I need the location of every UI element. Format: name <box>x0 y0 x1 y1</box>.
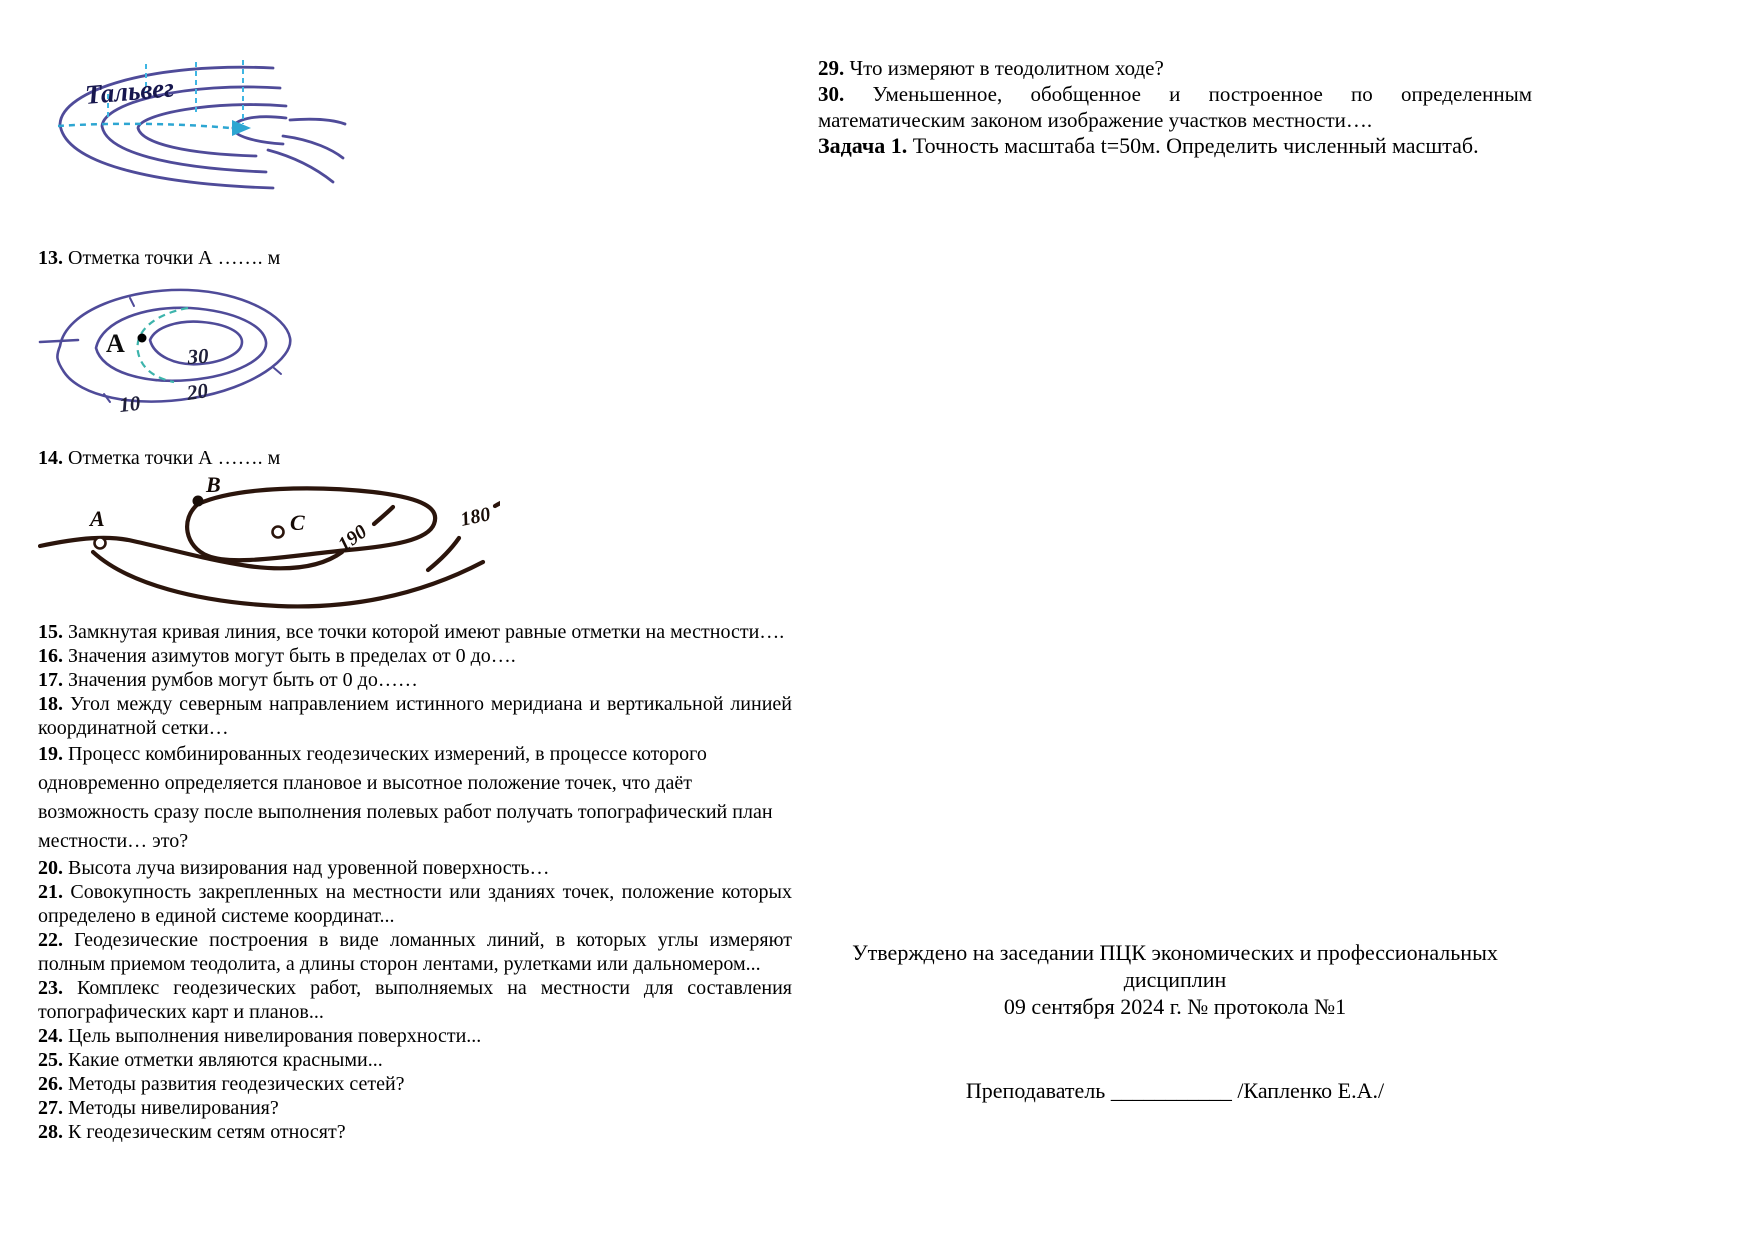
contour-label-20: 20 <box>185 378 210 405</box>
point-b-label: В <box>206 474 221 497</box>
thalweg-arrow-icon <box>232 120 251 136</box>
figure-thalweg <box>38 58 792 246</box>
point-a-label: А <box>106 329 125 358</box>
point-a-dot <box>138 334 147 343</box>
thalweg-label: Тальвег <box>83 72 176 110</box>
thalweg-dashed-line <box>58 124 230 128</box>
figure-hill <box>38 276 792 446</box>
task-1-label: Задача 1. <box>818 133 908 158</box>
contour-rings <box>40 290 290 402</box>
contour-label-190: 190 <box>334 520 372 557</box>
point-c-label: С <box>290 510 305 535</box>
point-b-dot <box>193 496 204 507</box>
approval-block <box>818 939 1532 1020</box>
question-23: 23. Комплекс геодезических работ, выполняемых на местности для составления топографических карт и планов... <box>38 977 792 1023</box>
ravine-dashed-line <box>137 308 188 382</box>
point-a-circle <box>95 538 106 549</box>
teacher-signature-line: Преподаватель ___________ /Капленко Е.А./ <box>965 1078 1385 1103</box>
thalweg-contour-image <box>38 58 353 198</box>
figure-plain <box>38 474 792 620</box>
contour-label-30: 30 <box>186 343 210 369</box>
question-21: 21. Совокупность закрепленных на местности или зданиях точек, положение которых определено в единой системе координат... <box>38 881 792 927</box>
question-13: 13. Отметка точки А ……. м <box>38 247 281 269</box>
question-27: 27. Методы нивелирования? <box>38 1097 279 1119</box>
task-1: Задача 1. Точность масштаба t=50м. Определить численный масштаб. <box>818 133 1479 158</box>
right-column <box>818 55 1532 1104</box>
point-a-label: А <box>90 506 105 531</box>
question-16: 16. Значения азимутов могут быть в пределах от 0 до…. <box>38 645 516 667</box>
question-18: 18. Угол между северным направлением истинного меридиана и вертикальной линией координатной сетки… <box>38 693 792 739</box>
contour-label-180: 180 <box>458 503 493 531</box>
question-26: 26. Методы развития геодезических сетей? <box>38 1073 405 1095</box>
left-column <box>38 58 792 1144</box>
question-19: 19. Процесс комбинированных геодезических измерений, в процессе которого одновременно определяется плановое и высотное положение точек, что даёт возможность сразу после выполнения полевых работ получать топографический план местности… это? <box>38 743 773 852</box>
question-28: 28. К геодезическим сетям относят? <box>38 1121 346 1143</box>
question-24: 24. Цель выполнения нивелирования поверхности... <box>38 1025 482 1047</box>
question-17: 17. Значения румбов могут быть от 0 до…… <box>38 669 418 691</box>
question-22: 22. Геодезические построения в виде ломанных линий, в которых углы измеряют полным приемом теодолита, а длины сторон лентами, рулетками или дальномером... <box>38 929 792 975</box>
hill-contour-image <box>38 276 308 432</box>
approval-line-2: дисциплин <box>1123 967 1227 992</box>
plain-contour-image <box>38 474 500 616</box>
contour-label-10: 10 <box>118 390 142 417</box>
question-15: 15. Замкнутая кривая линия, все точки которой имеют равные отметки на местности…. <box>38 621 785 643</box>
question-30: 30. Уменьшенное, обобщенное и построенное по определенным математическим законом изображение участков местности…. <box>818 82 1532 132</box>
approval-line-3: 09 сентября 2024 г. № протокола №1 <box>1003 994 1347 1019</box>
point-c-circle <box>273 527 284 538</box>
contour-curves <box>40 488 500 606</box>
approval-line-1: Утверждено на заседании ПЦК экономических и профессиональных <box>852 940 1498 965</box>
question-29: 29. Что измеряют в теодолитном ходе? <box>818 56 1164 80</box>
question-25: 25. Какие отметки являются красными... <box>38 1049 383 1071</box>
question-20: 20. Высота луча визирования над уровенной поверхность… <box>38 857 550 879</box>
question-14: 14. Отметка точки А ……. м <box>38 447 281 469</box>
